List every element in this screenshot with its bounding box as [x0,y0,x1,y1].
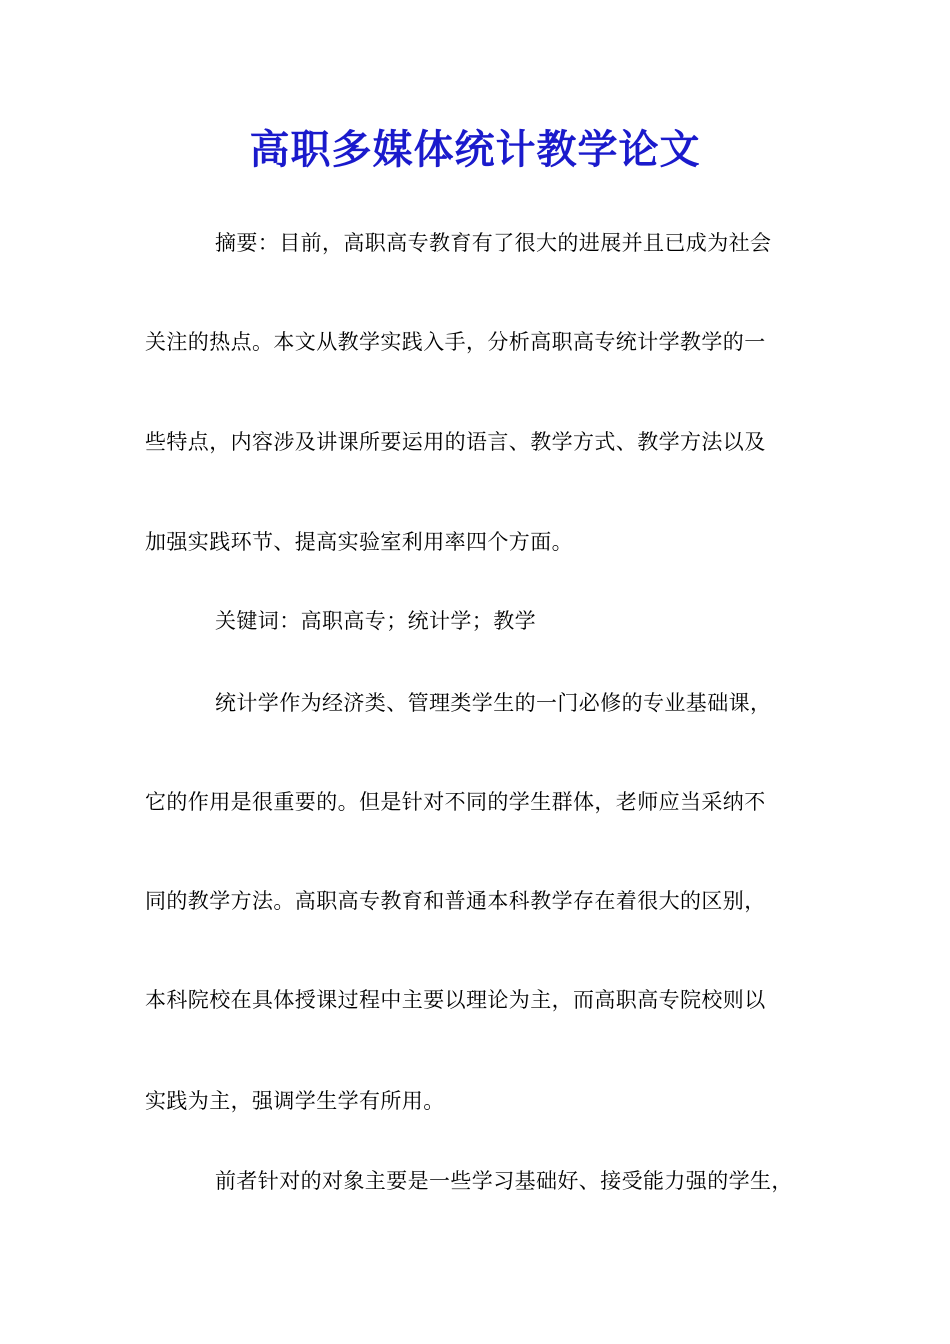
body-line-2: 它的作用是很重要的。但是针对不同的学生群体，老师应当采纳不 [145,790,766,814]
keywords-line: 关键词：高职高专；统计学；教学 [215,609,536,633]
body-line-6: 前者针对的对象主要是一些学习基础好、接受能力强的学生， [215,1169,793,1193]
abstract-line-2: 关注的热点。本文从教学实践入手，分析高职高专统计学教学的一 [145,330,766,354]
abstract-line-4: 加强实践环节、提高实验室利用率四个方面。 [145,530,573,554]
abstract-line-3: 些特点，内容涉及讲课所要运用的语言、教学方式、教学方法以及 [145,430,766,454]
body-line-1: 统计学作为经济类、管理类学生的一门必修的专业基础课， [215,691,772,715]
body-line-3: 同的教学方法。高职高专教育和普通本科教学存在着很大的区别， [145,889,766,913]
body-line-4: 本科院校在具体授课过程中主要以理论为主，而高职高专院校则以 [145,988,766,1012]
abstract-line-1: 摘要：目前，高职高专教育有了很大的进展并且已成为社会 [215,231,772,255]
document-title: 高职多媒体统计教学论文 [249,126,701,173]
body-line-5: 实践为主，强调学生学有所用。 [145,1089,445,1113]
